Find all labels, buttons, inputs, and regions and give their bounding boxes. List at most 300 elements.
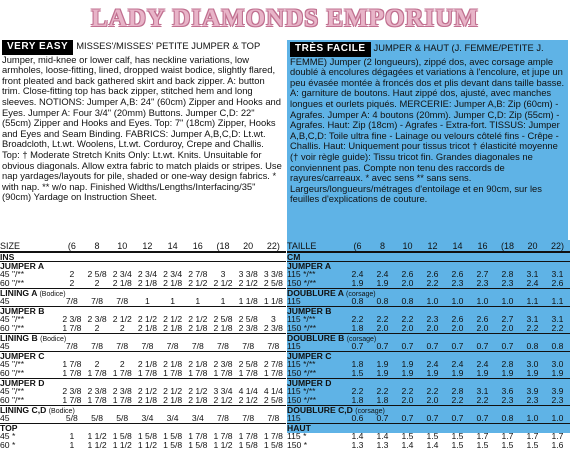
yardage-cell: 2.6 [401,269,414,279]
row-label: DOUBLURE B (corsage) [287,333,377,343]
row-label: LINING B (Bodice) [0,333,67,343]
yardage-cell: 1.6 [551,440,564,450]
yardage-cell: 0.7 [401,341,414,351]
yardage-cell: 2.6 [451,269,464,279]
yardage-cell: 1.9 [426,368,439,378]
yardage-cell: 1.9 [451,368,464,378]
yardage-cell: 2 [69,278,75,288]
yardage-cell: 7/8 [191,341,204,351]
row-note: (Bodice) [39,291,66,298]
yardage-cell: 0.8 [401,296,414,306]
yardage-cell: 2.0 [451,323,464,333]
row-note: (Bodice) [40,336,67,343]
yardage-cell: 1.9 [476,368,489,378]
yardage-cell: 1.5 [526,440,539,450]
yardage-cell: 3.0 [551,359,564,369]
yardage-cell: 1 [69,440,75,450]
yardage-cell [84,253,109,261]
yardage-cell: 7/8 [242,341,255,351]
yardage-cell: 1 5/8 [163,440,183,450]
yardage-cell: 2.0 [426,323,439,333]
yardage-cell [520,253,545,261]
yardage-cell: 1 7/8 [188,431,208,441]
size-column-header: (6 [353,241,362,251]
row-label: JUMPER B [0,306,45,316]
yardage-cell: 2 [119,359,125,369]
yardage-cell: 2.3 [426,314,439,324]
yardage-cell: 0.7 [451,413,464,423]
yardage-cell: 2.6 [476,314,489,324]
yardage-cell: 1 1/2 [112,440,132,450]
row-label: 115 * [287,431,307,441]
yardage-cell: 0.8 [376,296,389,306]
section-row [0,252,286,261]
yardage-cell: 2 5/8 [238,359,258,369]
yardage-cell: 1.4 [351,431,364,441]
table-row [0,369,286,378]
yardage-cell: 1 1/2 [213,440,233,450]
yardage-cell: 1.0 [476,296,489,306]
size-column-header: 22) [266,241,280,251]
yardage-cell: 3.9 [526,386,539,396]
yardage-cell: 2.4 [526,278,539,288]
yardage-cell: 2 7/8 [263,359,283,369]
yardage-cell: 1.8 [351,395,364,405]
yardage-cell: 2 5/8 [263,395,283,405]
yardage-table-inches [0,240,286,450]
yardage-cell: 0.7 [426,413,439,423]
yardage-cell: 1 7/8 [87,368,107,378]
yardage-cell: 2.8 [501,269,514,279]
yardage-cell: 2.0 [401,278,414,288]
yardage-cell: 1.9 [401,368,414,378]
row-label: INS [0,252,15,262]
yardage-cell: 3/4 [166,413,179,423]
yardage-cell: 1 1/2 [87,440,107,450]
yardage-cell: 1 7/8 [213,431,233,441]
yardage-cell: 1 5/8 [163,431,183,441]
yardage-cell: 1 7/8 [238,431,258,441]
yardage-cell: 1 5/8 [137,431,157,441]
row-label: 150 */** [287,323,317,333]
yardage-cell: 1.9 [376,359,389,369]
size-column-header: 10 [117,241,128,251]
yardage-cell [261,253,286,261]
yardage-cell: 1.3 [376,440,389,450]
yardage-cell: 5/8 [91,413,104,423]
yardage-cell: 2 1/8 [188,359,208,369]
yardage-cell: 1 [145,296,150,306]
row-label: JUMPER C [0,351,45,361]
yardage-cell: 2 1/2 [188,314,208,324]
yardage-cell: 1 7/8 [163,368,183,378]
yardage-cell: 2 1/2 [238,395,258,405]
row-note: (corsage) [346,291,376,298]
row-label: LINING C,D (Bodice) [0,405,75,415]
yardage-cell: 1 [170,296,176,306]
yardage-cell: 2 1/2 [213,395,233,405]
table-row [0,342,286,351]
yardage-cell: 2 3/8 [62,386,82,396]
yardage-cell: 1.9 [376,278,389,288]
table-row [287,324,570,333]
french-description-text: JUMPER & HAUT (J. FEMME/PETITE J. FEMME) Jumper (2 longueurs), zippé dos, avec corsage ample doublé à encolures dégagées et variations à l'encolure, et jupe un peu évasée montée à froncés dos et plis devant dans taille basse. A: garniture de boutons. Haut zippé dos, ajusté, avec manches longues et ourlets piqués. MERCERIE: Jumper A,B: Zip (60cm) - Agrafes. Jumper A: 4 boutons (20mm). Jumper C,D: Zip (55cm) - Agrafes. Haut: Zip (18cm) - Agrafes - Extra-fort. TISSUS: Jumper A,B,C,D: Toile ultra fine - Lainage ou velours côtelé fins - Crêpe - Challis. Haut: Uniquement pour tissus tricot † élasticité moyenne († voir règle guide): Tissu tricot fin. Grandes diagonales ne conviennent pas. Compte non tenu des raccords de rayures/carreaux. * avec sens ** sans sens. Largeurs/longueurs/métrages d'entoilage et en 90cm, sur les feuilles d'explications de couture. [290,42,565,205]
yardage-cell: 2 5/8 [213,314,233,324]
yardage-cell: 2 1/2 [238,278,258,288]
yardage-cell: 1 [69,431,75,441]
row-label: 45 "/** [0,314,25,324]
yardage-cell: 0.7 [501,341,514,351]
yardage-cell: 2.2 [476,395,489,405]
yardage-cell: 2.4 [451,359,464,369]
yardage-cell: 7/8 [267,341,280,351]
yardage-cell: 0.6 [351,413,364,423]
row-label: 115 */** [287,386,316,396]
yardage-cell: 1 7/8 [263,431,283,441]
yardage-cell: 1 5/8 [263,440,283,450]
row-label: HAUT [287,423,311,433]
table-row [287,369,570,378]
yardage-cell: 7/8 [65,296,78,306]
yardage-cell [236,253,261,261]
yardage-cell: 3/4 [191,413,204,423]
yardage-cell: 3 3/8 [263,269,283,279]
table-row [0,297,286,306]
yardage-cell: 2.3 [451,278,464,288]
yardage-cell: 1.9 [376,368,389,378]
row-label: 60 "/** [0,395,25,405]
yardage-cell: 2 3/8 [263,323,283,333]
yardage-cell: 2 1/8 [163,359,183,369]
difficulty-badge: VERY EASY [2,40,73,55]
row-label: 150 */** [287,395,317,405]
yardage-cell: 1.1 [526,296,539,306]
row-label: JUMPER A [0,261,45,271]
yardage-cell [135,253,160,261]
yardage-cell: 2.0 [426,395,439,405]
size-column-header: 16 [192,241,203,251]
yardage-cell: 1.0 [551,413,564,423]
yardage-cell: 2 1/2 [112,314,132,324]
yardage-cell: 1.8 [351,323,364,333]
yardage-cell: 2 1/8 [137,278,157,288]
yardage-cell: 7/8 [217,341,229,351]
yardage-cell: 3.6 [501,386,514,396]
yardage-cell: 2 1/8 [163,278,183,288]
yardage-cell: 7/8 [166,341,179,351]
yardage-cell: 1.5 [501,440,514,450]
row-label: 60 "/** [0,323,25,333]
yardage-cell: 2 1/2 [188,386,208,396]
yardage-cell: 2 1/2 [163,314,183,324]
yardage-cell: 2 3/8 [87,386,107,396]
yardage-cell: 2.2 [351,386,364,396]
yardage-cell: 2 3/8 [112,386,132,396]
yardage-cell: 1 5/8 [188,440,208,450]
row-note: (corsage) [346,336,377,343]
yardage-tables [0,240,570,450]
yardage-cell [420,253,445,261]
row-label: LINING A (Bodice) [0,288,66,298]
table-header-row [287,240,570,252]
yardage-cell [495,253,520,261]
yardage-cell: 0.8 [501,413,514,423]
yardage-cell: 2 1/8 [213,323,233,333]
row-label: JUMPER B [287,306,332,316]
yardage-cell: 2 1/2 [137,314,157,324]
size-header: TAILLE [287,241,317,251]
yardage-cell: 1.8 [351,359,364,369]
yardage-cell: 7/8 [116,341,129,351]
yardage-cell: 3.1 [551,314,564,324]
row-label: JUMPER C [287,351,332,361]
yardage-cell [470,253,495,261]
yardage-cell: 0.7 [401,413,414,423]
table-row [287,297,570,306]
yardage-cell: 3.1 [476,386,489,396]
yardage-cell: 1 1/8 [238,296,258,306]
yardage-cell: 2 1/2 [213,278,233,288]
yardage-cell: 3.1 [526,314,539,324]
yardage-cell: 0.7 [476,413,489,423]
yardage-cell: 1.9 [501,368,514,378]
size-column-header: 12 [142,241,153,251]
yardage-cell: 5/8 [65,413,78,423]
yardage-cell: 2.6 [551,278,564,288]
yardage-cell: 2 1/8 [163,395,183,405]
yardage-cell: 2.0 [476,323,489,333]
row-label: JUMPER A [287,261,332,271]
yardage-cell: 0.8 [526,341,539,351]
yardage-cell: 3 [270,314,276,324]
yardage-cell: 1.9 [351,278,364,288]
yardage-cell: 2 7/8 [188,269,208,279]
yardage-cell: 1.0 [501,296,514,306]
size-column-header: 12 [427,241,438,251]
yardage-cell: 1.1 [551,296,564,306]
yardage-cell: 2 [119,323,125,333]
yardage-cell: 0.8 [351,296,364,306]
yardage-cell: 2 5/8 [87,269,107,279]
row-label: 115 [287,413,301,423]
yardage-cell: 1.0 [426,296,439,306]
english-description [2,40,285,240]
yardage-cell: 1.3 [351,440,364,450]
row-label: 150 * [287,440,308,450]
yardage-cell: 4 1/4 [238,386,258,396]
yardage-cell: 1 7/8 [112,395,132,405]
yardage-cell: 1 7/8 [62,359,82,369]
yardage-cell: 7/8 [65,341,78,351]
yardage-cell: 1.7 [526,431,539,441]
row-label: 45 "/** [0,269,25,279]
section-row [287,252,570,261]
yardage-cell: 2.2 [401,314,414,324]
size-column-header: 14 [452,241,463,251]
yardage-cell: 1.4 [401,440,414,450]
yardage-cell: 2 1/8 [188,395,208,405]
yardage-cell: 7/8 [267,413,280,423]
row-label: JUMPER D [287,378,332,388]
yardage-cell: 1.5 [401,431,414,441]
yardage-cell: 2.2 [426,386,439,396]
size-column-header: 8 [379,241,385,251]
yardage-cell: 2 1/2 [137,386,157,396]
yardage-cell: 7/8 [141,341,154,351]
yardage-cell: 2.0 [401,323,414,333]
yardage-cell: 2.4 [376,269,389,279]
table-row [287,441,570,450]
yardage-cell [185,253,210,261]
row-label: CM [287,252,301,262]
row-label: 45 [0,341,10,351]
yardage-cell: 1.9 [551,368,564,378]
table-row [0,396,286,405]
yardage-cell: 2.2 [426,278,439,288]
yardage-cell: 1.5 [426,431,439,441]
yardage-cell: 2 5/8 [263,278,283,288]
yardage-cell: 1.8 [376,395,389,405]
yardage-cell: 2.4 [351,269,364,279]
yardage-table-cm [287,240,570,450]
row-label: 60 * [0,440,16,450]
row-label: 115 [287,296,301,306]
yardage-cell: 1.5 [451,431,464,441]
yardage-cell: 1.0 [526,413,539,423]
yardage-cell: 1 7/8 [112,368,132,378]
yardage-cell [210,253,235,261]
yardage-cell: 2 1/2 [163,386,183,396]
header [0,0,570,40]
row-label: 45 [0,296,10,306]
yardage-cell: 2 1/8 [188,323,208,333]
yardage-cell: 2 [94,278,100,288]
yardage-cell: 3 3/4 [213,386,233,396]
yardage-cell: 2.3 [501,278,514,288]
yardage-cell [59,253,84,261]
yardage-cell: 1.7 [551,431,564,441]
yardage-cell: 2.3 [551,395,564,405]
yardage-cell: 2.3 [476,278,489,288]
yardage-cell: 1 7/8 [263,368,283,378]
yardage-cell: 1 7/8 [62,395,82,405]
yardage-cell: 1 7/8 [213,368,233,378]
yardage-cell: 2.8 [451,386,464,396]
table-row [287,279,570,288]
yardage-cell: 1 7/8 [62,323,82,333]
yardage-cell: 2.4 [426,359,439,369]
yardage-cell: 2.7 [501,314,514,324]
yardage-cell: 1 1/2 [87,431,107,441]
yardage-cell [545,253,570,261]
table-row [287,396,570,405]
yardage-cell: 0.7 [476,341,489,351]
row-note: (corsage) [355,408,385,415]
table-row [287,414,570,423]
yardage-cell: 1 7/8 [62,368,82,378]
yardage-cell: 0.8 [551,341,564,351]
yardage-cell: 7/8 [116,296,129,306]
yardage-cell: 1 1/2 [137,440,157,450]
yardage-cell: 0.7 [376,413,389,423]
yardage-cell: 2 5/8 [238,314,258,324]
table-row [0,414,286,423]
size-column-header: 8 [94,241,100,251]
yardage-cell: 3.9 [551,386,564,396]
yardage-cell: 0.7 [351,341,364,351]
yardage-cell: 2 1/8 [137,359,157,369]
yardage-cell: 2.2 [451,395,464,405]
yardage-cell: 3/4 [141,413,154,423]
yardage-cell [370,253,395,261]
yardage-cell: 3 [220,269,226,279]
size-column-header: 20 [243,241,254,251]
yardage-cell: 0.7 [451,341,464,351]
yardage-cell: 2 1/8 [163,323,183,333]
yardage-cell: 1 7/8 [87,395,107,405]
yardage-cell: 2.0 [501,323,514,333]
yardage-cell: 2 3/8 [238,323,258,333]
yardage-cell: 1 1/8 [263,296,283,306]
yardage-cell: 1.5 [476,440,489,450]
size-column-header: 10 [402,241,413,251]
row-label: 150 */** [287,278,317,288]
table-row [0,441,286,450]
row-label: 45 * [0,431,16,441]
yardage-cell: 2 [69,269,75,279]
yardage-cell: 1 [195,296,201,306]
yardage-cell [445,253,470,261]
row-label: JUMPER D [0,378,45,388]
size-column-header: 20 [527,241,538,251]
row-label: 45 [0,413,10,423]
yardage-cell: 1.9 [401,359,414,369]
yardage-cell: 2.2 [401,386,414,396]
yardage-cell: 2 3/8 [87,314,107,324]
table-row [0,279,286,288]
size-header: SIZE [0,241,21,251]
yardage-cell: 1.4 [376,431,389,441]
yardage-cell: 3.1 [526,269,539,279]
yardage-cell: 1.4 [426,440,439,450]
row-note: (Bodice) [48,408,75,415]
yardage-cell: 1 5/8 [238,440,258,450]
yardage-cell: 1.9 [526,368,539,378]
yardage-cell: 2.2 [551,323,564,333]
yardage-cell: 1.5 [451,440,464,450]
row-label: DOUBLURE A (corsage) [287,288,376,298]
yardage-cell [345,253,370,261]
english-description-text: MISSES'/MISSES' PETITE JUMPER & TOP Jumper, mid-knee or lower calf, has neckline variations, low armholes, loose-fitting, lined, dropped waist bodice, slightly flared, front pleated and back gathered skirt and back zipper. A: button trim. Close-fitting top has back zipper, stitched hem and long sleeves. NOTIONS: Jumper A,B: 24" (60cm) Zipper and Hooks and Eyes. Jumper A: Four 3/4" (20mm) Buttons. Jumper C,D: 22" (55cm) Zipper and Hooks and Eyes. Top: 7" (18cm) Zipper, Hooks and Eyes and Seam Binding. FABRICS: Jumper A,B,C,D: Lt.wt. Broadcloth, Lt.wt. Woolens, Lt.wt. Corduroy, Crepe and Challis. Top: † Moderate Stretch Knits Only: Lt.wt. Knits. Unsuitable for obvious diagonals. Allow extra fabric to match plaids or stripes. Use nap yardages/layouts for pile, shaded or one-way design fabrics. * with nap. ** w/o nap. Finished Widths/Lengths/Interfacing/35" (90cm) Yardage on Instruction Sheet. [2,40,282,203]
yardage-cell: 0.7 [376,341,389,351]
brand-title: LADY DIAMONDS EMPORIUM [91,5,479,32]
yardage-cell: 2 3/4 [137,269,157,279]
french-description [287,40,568,240]
yardage-cell: 2.2 [526,323,539,333]
size-column-header: 16 [477,241,488,251]
size-column-header: 14 [167,241,178,251]
yardage-cell: 3.1 [551,269,564,279]
yardage-cell [110,253,135,261]
yardage-cell: 1.0 [451,296,464,306]
yardage-cell: 2.8 [501,359,514,369]
row-label: 115 */** [287,314,316,324]
yardage-cell: 7/8 [91,296,104,306]
yardage-cell: 1 [220,296,226,306]
row-label: 45 "/** [0,359,25,369]
yardage-cell: 2.3 [526,395,539,405]
yardage-cell: 2.3 [501,395,514,405]
